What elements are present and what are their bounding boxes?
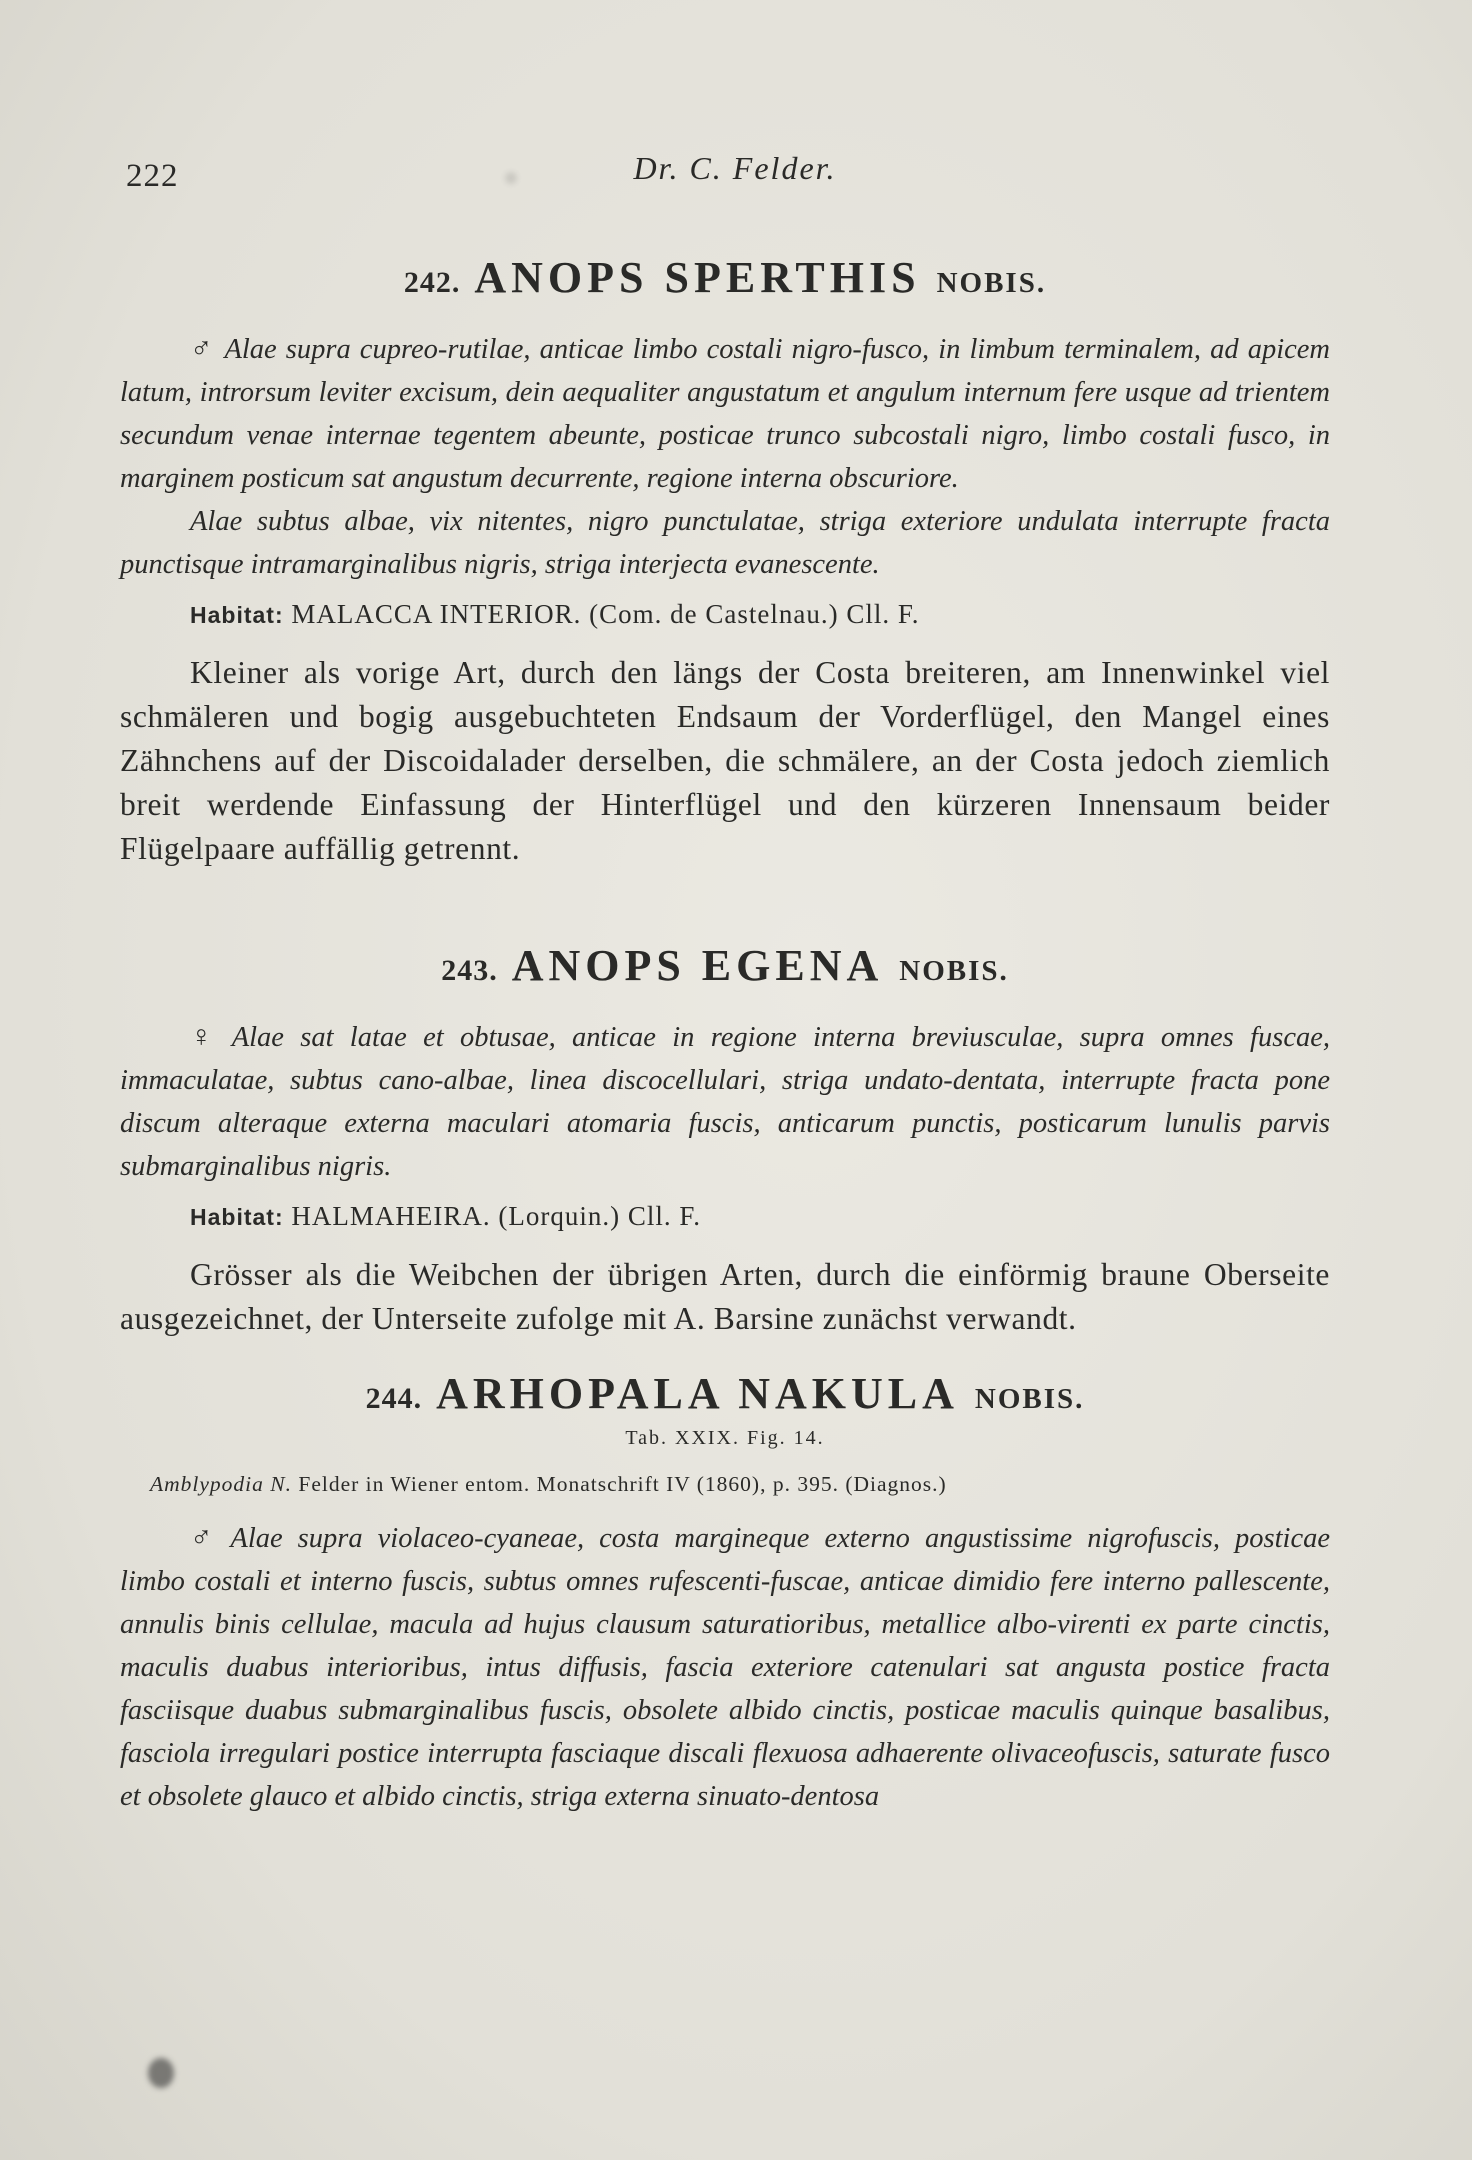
male-symbol-icon: ♂ <box>190 332 215 365</box>
species-authority: NOBIS. <box>936 267 1047 299</box>
latin-description <box>120 1015 1330 1188</box>
latin-description <box>120 1516 1330 1818</box>
page-number: 222 <box>126 158 179 194</box>
female-symbol-icon: ♀ <box>190 1020 222 1053</box>
species-name: ANOPS SPERTHIS <box>474 253 921 302</box>
habitat-text: HALMAHEIRA. (Lorquin.) Cll. F. <box>291 1201 701 1231</box>
species-authority: NOBIS. <box>899 955 1009 987</box>
page-header <box>120 150 1350 200</box>
species-number: 243. <box>441 954 498 987</box>
species-entry-243 <box>120 940 1330 1341</box>
german-description: Kleiner als vorige Art, durch den längs der Costa breiteren, am Innenwinkel viel schmäleren und bogig ausgebuchteten Endsaum der Vorderflügel, den Mangel eines Zähnchens auf der Discoidalader derselben, die schmälere, an der Costa jedoch ziemlich breit werdende Einfassung der Hinterflügel und den kürzeren Innensaum beider Flügelpaare auffällig getrennt. <box>120 655 1330 866</box>
species-number: 242. <box>403 266 461 299</box>
ink-smudge <box>505 172 517 184</box>
ink-smudge <box>148 2058 174 2088</box>
species-heading <box>120 1368 1330 1419</box>
species-heading <box>120 252 1330 303</box>
latin-description <box>120 327 1330 500</box>
species-name: ANOPS EGENA <box>511 941 884 990</box>
latin-paragraph: Alae supra cupreo-rutilae, anticae limbo costali nigro-fusco, in limbum terminalem, ad apicem latum, introrsum leviter excisum, dein aequaliter angustatum et angulum internum fere usque ad trientem secundum venae internae tegentem abeunte, posticae trunco subcostali nigro, limbo costali fusco, in marginem posticum sat angustum decurrente, regione interna obscuriore. <box>120 334 1331 494</box>
plate-reference: Tab. XXIX. Fig. 14. <box>625 1427 825 1449</box>
species-entry-244 <box>120 1368 1330 1818</box>
species-entry-242 <box>120 252 1330 871</box>
synonym-reference: Felder in Wiener entom. Monatschrift IV (1860), p. 395. (Diagnos.) <box>298 1472 947 1496</box>
latin-description-underside: Alae subtus albae, vix nitentes, nigro punctulatae, striga exteriore undulata interrupte fracta punctisque intramarginalibus nigris, striga interjecta evanescente. <box>120 506 1330 580</box>
habitat-line <box>190 592 1330 637</box>
species-authority: NOBIS. <box>974 1383 1085 1415</box>
male-symbol-icon: ♂ <box>190 1521 221 1554</box>
habitat-text: MALACCA INTERIOR. (Com. de Castelnau.) Cll. F. <box>291 599 920 629</box>
synonym-citation <box>150 1466 1330 1502</box>
species-number: 244. <box>365 1382 423 1415</box>
habitat-line <box>190 1194 1330 1239</box>
synonym-name: Amblypodia N. <box>150 1472 292 1496</box>
habitat-label: Habitat: <box>190 602 284 628</box>
habitat-label: Habitat: <box>190 1204 284 1230</box>
latin-paragraph: Alae supra violaceo-cyaneae, costa margineque externo angustissime nigrofuscis, posticae limbo costali et interno fuscis, subtus omnes rufescenti-fuscae, anticae dimidio fere interno pallescente, annulis binis cellulae, macula ad hujus clausum saturatioribus, metallice albo-virenti ex parte cinctis, maculis duabus interioribus, intus diffusis, fascia exteriore catenulari sat angusta postice fracta fasciisque duabus submarginalibus fuscis, obsolete albido cinctis, posticae maculis quinque basalibus, fasciola irregulari postice interrupta fasciaque discali flexuosa adhaerente olivaceofuscis, saturate fusco et obsolete glauco et albido cinctis, striga externa sinuato-dentosa <box>120 1523 1330 1812</box>
german-description: Grösser als die Weibchen der übrigen Arten, durch die einförmig braune Oberseite ausgezeichnet, der Unterseite zufolge mit A. Barsine zunächst verwandt. <box>120 1257 1330 1336</box>
species-name: ARHOPALA NAKULA <box>436 1369 959 1418</box>
running-head: Dr. C. Felder. <box>633 150 837 186</box>
latin-paragraph: Alae sat latae et obtusae, anticae in regione interna breviusculae, supra omnes fuscae, immaculatae, subtus cano-albae, linea discocellulari, striga undato-dentata, interrupte fracta pone discum alteraque externa maculari atomaria fuscis, anticarum punctis, posticarum lunulis parvis submarginalibus nigris. <box>120 1022 1330 1182</box>
species-heading <box>120 940 1330 991</box>
